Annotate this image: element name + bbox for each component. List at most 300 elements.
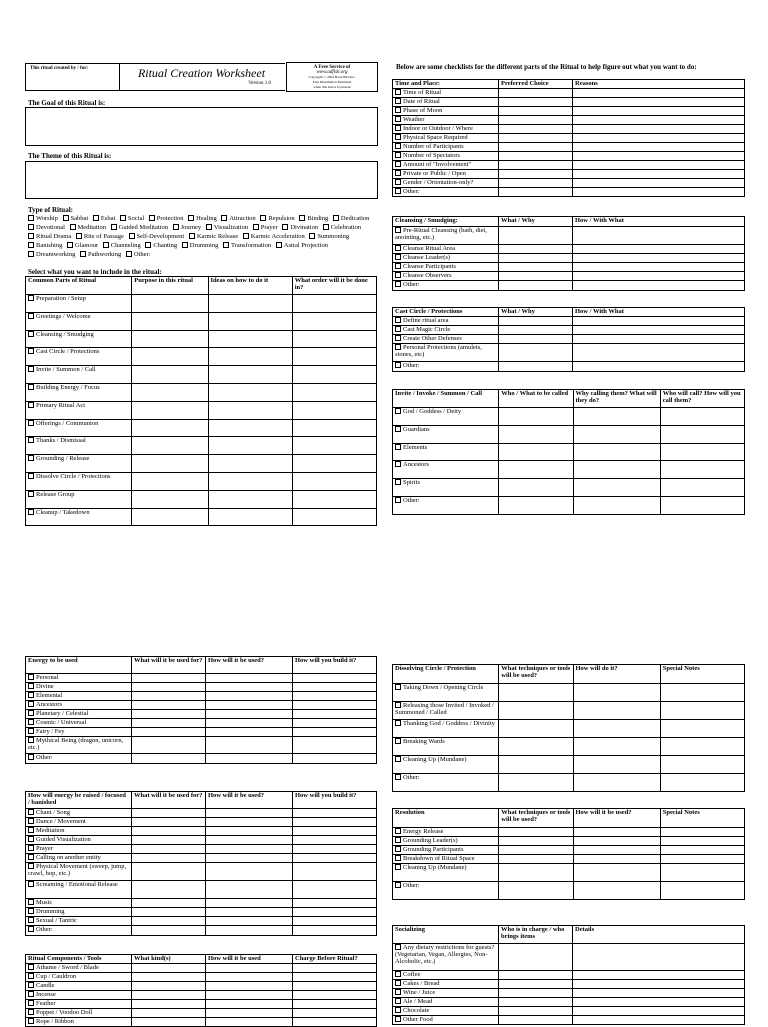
- entry-cell[interactable]: [132, 863, 206, 881]
- checkbox[interactable]: [395, 326, 401, 332]
- checkbox[interactable]: [28, 991, 34, 997]
- entry-cell[interactable]: [206, 991, 293, 1000]
- row-label-cell[interactable]: [393, 98, 499, 107]
- checkbox[interactable]: [395, 426, 401, 432]
- entry-cell[interactable]: [132, 728, 206, 737]
- entry-cell[interactable]: [293, 1018, 377, 1027]
- checkbox[interactable]: [28, 1018, 34, 1024]
- entry-cell[interactable]: [293, 982, 377, 991]
- type-option[interactable]: [221, 215, 255, 222]
- entry-cell[interactable]: [132, 991, 206, 1000]
- entry-cell[interactable]: [660, 408, 744, 426]
- row-label-cell[interactable]: [26, 917, 132, 926]
- entry-cell[interactable]: [573, 998, 745, 1007]
- entry-cell[interactable]: [573, 738, 660, 756]
- checkbox[interactable]: [395, 1007, 401, 1013]
- entry-cell[interactable]: [660, 425, 744, 443]
- entry-cell[interactable]: [293, 845, 377, 854]
- entry-cell[interactable]: [499, 496, 573, 514]
- checkbox[interactable]: [28, 683, 34, 689]
- row-label-cell[interactable]: [393, 245, 499, 254]
- row-label-cell[interactable]: [26, 437, 132, 455]
- checkbox[interactable]: [309, 233, 315, 239]
- row-label-cell[interactable]: [26, 991, 132, 1000]
- row-label-cell[interactable]: [26, 692, 132, 701]
- type-option[interactable]: [243, 233, 305, 240]
- checkbox[interactable]: [145, 242, 151, 248]
- checkbox[interactable]: [28, 737, 34, 743]
- entry-cell[interactable]: [132, 719, 206, 728]
- row-label-cell[interactable]: [26, 295, 132, 313]
- entry-cell[interactable]: [208, 455, 292, 473]
- row-label-cell[interactable]: [26, 508, 132, 526]
- entry-cell[interactable]: [293, 701, 377, 710]
- entry-cell[interactable]: [132, 809, 206, 818]
- entry-cell[interactable]: [293, 710, 377, 719]
- row-label-cell[interactable]: [393, 980, 499, 989]
- entry-cell[interactable]: [499, 756, 573, 774]
- checkbox[interactable]: [395, 855, 401, 861]
- checkbox[interactable]: [80, 251, 86, 257]
- row-label-cell[interactable]: [26, 754, 132, 764]
- entry-cell[interactable]: [132, 366, 208, 384]
- entry-cell[interactable]: [132, 818, 206, 827]
- entry-cell[interactable]: [499, 461, 573, 479]
- entry-cell[interactable]: [499, 882, 573, 900]
- entry-cell[interactable]: [293, 809, 377, 818]
- entry-cell[interactable]: [206, 719, 293, 728]
- row-label-cell[interactable]: [393, 882, 499, 900]
- entry-cell[interactable]: [132, 401, 208, 419]
- checkbox[interactable]: [188, 215, 194, 221]
- checkbox[interactable]: [28, 455, 34, 461]
- entry-cell[interactable]: [660, 461, 744, 479]
- row-label-cell[interactable]: [393, 479, 499, 497]
- entry-cell[interactable]: [293, 692, 377, 701]
- checkbox[interactable]: [28, 224, 34, 230]
- row-label-cell[interactable]: [393, 254, 499, 263]
- checkbox[interactable]: [395, 188, 401, 194]
- checkbox[interactable]: [395, 756, 401, 762]
- type-option[interactable]: [206, 224, 248, 231]
- checkbox[interactable]: [28, 899, 34, 905]
- checkbox[interactable]: [28, 845, 34, 851]
- entry-cell[interactable]: [293, 674, 377, 683]
- entry-cell[interactable]: [573, 882, 660, 900]
- entry-cell[interactable]: [573, 134, 745, 143]
- row-label-cell[interactable]: [393, 720, 499, 738]
- entry-cell[interactable]: [499, 254, 573, 263]
- entry-cell[interactable]: [660, 702, 744, 720]
- entry-cell[interactable]: [132, 692, 206, 701]
- entry-cell[interactable]: [573, 846, 660, 855]
- entry-cell[interactable]: [132, 827, 206, 836]
- type-option[interactable]: [299, 215, 328, 222]
- type-option[interactable]: [260, 215, 294, 222]
- entry-cell[interactable]: [499, 116, 573, 125]
- entry-cell[interactable]: [132, 982, 206, 991]
- row-label-cell[interactable]: [26, 1018, 132, 1027]
- checkbox[interactable]: [395, 335, 401, 341]
- entry-cell[interactable]: [499, 98, 573, 107]
- entry-cell[interactable]: [293, 881, 377, 899]
- row-label-cell[interactable]: [393, 317, 499, 326]
- goal-field[interactable]: [25, 107, 378, 146]
- checkbox[interactable]: [28, 917, 34, 923]
- entry-cell[interactable]: [292, 383, 376, 401]
- checkbox[interactable]: [149, 215, 155, 221]
- checkbox[interactable]: [395, 846, 401, 852]
- checkbox[interactable]: [28, 854, 34, 860]
- checkbox[interactable]: [395, 161, 401, 167]
- row-label-cell[interactable]: [26, 383, 132, 401]
- row-label-cell[interactable]: [26, 964, 132, 973]
- checkbox[interactable]: [103, 242, 109, 248]
- type-option[interactable]: [129, 233, 185, 240]
- entry-cell[interactable]: [208, 366, 292, 384]
- type-option[interactable]: [182, 242, 219, 249]
- entry-cell[interactable]: [208, 330, 292, 348]
- entry-cell[interactable]: [499, 1007, 573, 1016]
- checkbox[interactable]: [28, 491, 34, 497]
- checkbox[interactable]: [126, 251, 132, 257]
- checkbox[interactable]: [395, 152, 401, 158]
- checkbox[interactable]: [395, 864, 401, 870]
- entry-cell[interactable]: [660, 774, 744, 792]
- entry-cell[interactable]: [573, 828, 660, 837]
- entry-cell[interactable]: [132, 908, 206, 917]
- row-label-cell[interactable]: [26, 827, 132, 836]
- row-label-cell[interactable]: [393, 425, 499, 443]
- checkbox[interactable]: [395, 125, 401, 131]
- checkbox[interactable]: [395, 702, 401, 708]
- row-label-cell[interactable]: [26, 845, 132, 854]
- checkbox[interactable]: [395, 837, 401, 843]
- type-option[interactable]: [111, 224, 168, 231]
- row-label-cell[interactable]: [393, 134, 499, 143]
- entry-cell[interactable]: [499, 143, 573, 152]
- checkbox[interactable]: [395, 479, 401, 485]
- entry-cell[interactable]: [206, 1009, 293, 1018]
- row-label-cell[interactable]: [26, 908, 132, 917]
- entry-cell[interactable]: [573, 496, 660, 514]
- entry-cell[interactable]: [499, 170, 573, 179]
- entry-cell[interactable]: [293, 683, 377, 692]
- entry-cell[interactable]: [499, 864, 573, 882]
- entry-cell[interactable]: [499, 720, 573, 738]
- entry-cell[interactable]: [132, 683, 206, 692]
- entry-cell[interactable]: [499, 944, 573, 971]
- entry-cell[interactable]: [208, 490, 292, 508]
- entry-cell[interactable]: [208, 508, 292, 526]
- checkbox[interactable]: [395, 882, 401, 888]
- type-option[interactable]: [28, 215, 58, 222]
- type-option[interactable]: [282, 224, 318, 231]
- checkbox[interactable]: [28, 402, 34, 408]
- checkbox[interactable]: [395, 1016, 401, 1022]
- checkbox[interactable]: [395, 998, 401, 1004]
- entry-cell[interactable]: [132, 754, 206, 764]
- entry-cell[interactable]: [499, 161, 573, 170]
- entry-cell[interactable]: [573, 245, 745, 254]
- checkbox[interactable]: [28, 982, 34, 988]
- row-label-cell[interactable]: [393, 684, 499, 702]
- type-option[interactable]: [253, 224, 278, 231]
- entry-cell[interactable]: [499, 152, 573, 161]
- entry-cell[interactable]: [573, 317, 745, 326]
- checkbox[interactable]: [395, 944, 401, 950]
- row-label-cell[interactable]: [26, 330, 132, 348]
- entry-cell[interactable]: [573, 344, 745, 362]
- checkbox[interactable]: [28, 331, 34, 337]
- entry-cell[interactable]: [293, 728, 377, 737]
- entry-cell[interactable]: [573, 425, 660, 443]
- checkbox[interactable]: [395, 461, 401, 467]
- type-option[interactable]: [276, 242, 328, 249]
- entry-cell[interactable]: [573, 774, 660, 792]
- row-label-cell[interactable]: [393, 107, 499, 116]
- row-label-cell[interactable]: [393, 738, 499, 756]
- type-option[interactable]: [120, 215, 144, 222]
- entry-cell[interactable]: [292, 419, 376, 437]
- checkbox[interactable]: [299, 215, 305, 221]
- checkbox[interactable]: [395, 272, 401, 278]
- type-option[interactable]: [149, 215, 184, 222]
- row-label-cell[interactable]: [26, 982, 132, 991]
- checkbox[interactable]: [28, 701, 34, 707]
- entry-cell[interactable]: [499, 408, 573, 426]
- type-option[interactable]: [126, 251, 151, 258]
- checkbox[interactable]: [223, 242, 229, 248]
- entry-cell[interactable]: [293, 973, 377, 982]
- row-label-cell[interactable]: [393, 828, 499, 837]
- row-label-cell[interactable]: [26, 926, 132, 936]
- checkbox[interactable]: [63, 215, 69, 221]
- entry-cell[interactable]: [132, 330, 208, 348]
- row-label-cell[interactable]: [393, 281, 499, 291]
- checkbox[interactable]: [395, 116, 401, 122]
- checkbox[interactable]: [28, 836, 34, 842]
- entry-cell[interactable]: [499, 971, 573, 980]
- entry-cell[interactable]: [573, 116, 745, 125]
- entry-cell[interactable]: [293, 854, 377, 863]
- entry-cell[interactable]: [573, 143, 745, 152]
- entry-cell[interactable]: [499, 837, 573, 846]
- entry-cell[interactable]: [293, 991, 377, 1000]
- entry-cell[interactable]: [573, 1016, 745, 1025]
- entry-cell[interactable]: [206, 836, 293, 845]
- row-label-cell[interactable]: [26, 899, 132, 908]
- checkbox[interactable]: [221, 215, 227, 221]
- entry-cell[interactable]: [499, 272, 573, 281]
- entry-cell[interactable]: [499, 828, 573, 837]
- entry-cell[interactable]: [660, 443, 744, 461]
- row-label-cell[interactable]: [26, 366, 132, 384]
- row-label-cell[interactable]: [393, 179, 499, 188]
- entry-cell[interactable]: [660, 684, 744, 702]
- row-label-cell[interactable]: [393, 116, 499, 125]
- row-label-cell[interactable]: [393, 1007, 499, 1016]
- row-label-cell[interactable]: [26, 401, 132, 419]
- checkbox[interactable]: [28, 295, 34, 301]
- entry-cell[interactable]: [499, 344, 573, 362]
- entry-cell[interactable]: [132, 1018, 206, 1027]
- row-label-cell[interactable]: [26, 683, 132, 692]
- type-option[interactable]: [103, 242, 141, 249]
- entry-cell[interactable]: [499, 227, 573, 245]
- row-label-cell[interactable]: [393, 344, 499, 362]
- entry-cell[interactable]: [132, 1009, 206, 1018]
- type-option[interactable]: [145, 242, 177, 249]
- type-option[interactable]: [28, 233, 71, 240]
- type-option[interactable]: [333, 215, 370, 222]
- entry-cell[interactable]: [132, 383, 208, 401]
- entry-cell[interactable]: [206, 701, 293, 710]
- checkbox[interactable]: [67, 242, 73, 248]
- entry-cell[interactable]: [573, 89, 745, 98]
- row-label-cell[interactable]: [26, 312, 132, 330]
- entry-cell[interactable]: [660, 855, 744, 864]
- entry-cell[interactable]: [292, 348, 376, 366]
- checkbox[interactable]: [395, 408, 401, 414]
- entry-cell[interactable]: [208, 437, 292, 455]
- checkbox[interactable]: [28, 809, 34, 815]
- row-label-cell[interactable]: [26, 818, 132, 827]
- checkbox[interactable]: [28, 366, 34, 372]
- entry-cell[interactable]: [292, 508, 376, 526]
- checkbox[interactable]: [182, 242, 188, 248]
- row-label-cell[interactable]: [393, 944, 499, 971]
- checkbox[interactable]: [28, 973, 34, 979]
- entry-cell[interactable]: [499, 702, 573, 720]
- entry-cell[interactable]: [132, 472, 208, 490]
- checkbox[interactable]: [129, 233, 135, 239]
- type-option[interactable]: [76, 233, 124, 240]
- entry-cell[interactable]: [132, 926, 206, 936]
- entry-cell[interactable]: [206, 845, 293, 854]
- checkbox[interactable]: [395, 828, 401, 834]
- checkbox[interactable]: [395, 107, 401, 113]
- entry-cell[interactable]: [660, 720, 744, 738]
- row-label-cell[interactable]: [393, 496, 499, 514]
- checkbox[interactable]: [395, 134, 401, 140]
- checkbox[interactable]: [70, 224, 76, 230]
- entry-cell[interactable]: [660, 738, 744, 756]
- entry-cell[interactable]: [206, 1018, 293, 1027]
- entry-cell[interactable]: [206, 899, 293, 908]
- entry-cell[interactable]: [132, 312, 208, 330]
- row-label-cell[interactable]: [26, 472, 132, 490]
- checkbox[interactable]: [395, 245, 401, 251]
- entry-cell[interactable]: [573, 684, 660, 702]
- entry-cell[interactable]: [208, 348, 292, 366]
- entry-cell[interactable]: [206, 1000, 293, 1009]
- entry-cell[interactable]: [132, 419, 208, 437]
- entry-cell[interactable]: [573, 335, 745, 344]
- row-label-cell[interactable]: [26, 854, 132, 863]
- entry-cell[interactable]: [206, 973, 293, 982]
- entry-cell[interactable]: [206, 692, 293, 701]
- checkbox[interactable]: [28, 964, 34, 970]
- entry-cell[interactable]: [499, 326, 573, 335]
- row-label-cell[interactable]: [26, 455, 132, 473]
- entry-cell[interactable]: [573, 179, 745, 188]
- entry-cell[interactable]: [573, 989, 745, 998]
- row-label-cell[interactable]: [26, 674, 132, 683]
- entry-cell[interactable]: [573, 161, 745, 170]
- entry-cell[interactable]: [499, 738, 573, 756]
- type-option[interactable]: [28, 224, 65, 231]
- entry-cell[interactable]: [573, 326, 745, 335]
- entry-cell[interactable]: [206, 809, 293, 818]
- entry-cell[interactable]: [499, 317, 573, 326]
- entry-cell[interactable]: [132, 455, 208, 473]
- entry-cell[interactable]: [293, 908, 377, 917]
- row-label-cell[interactable]: [393, 362, 499, 372]
- checkbox[interactable]: [395, 497, 401, 503]
- entry-cell[interactable]: [499, 980, 573, 989]
- row-label-cell[interactable]: [26, 710, 132, 719]
- checkbox[interactable]: [395, 98, 401, 104]
- entry-cell[interactable]: [132, 964, 206, 973]
- row-label-cell[interactable]: [393, 756, 499, 774]
- entry-cell[interactable]: [573, 461, 660, 479]
- entry-cell[interactable]: [132, 737, 206, 754]
- type-option[interactable]: [63, 215, 89, 222]
- entry-cell[interactable]: [206, 674, 293, 683]
- checkbox[interactable]: [28, 1000, 34, 1006]
- entry-cell[interactable]: [660, 837, 744, 846]
- entry-cell[interactable]: [573, 1007, 745, 1016]
- entry-cell[interactable]: [132, 973, 206, 982]
- checkbox[interactable]: [111, 224, 117, 230]
- entry-cell[interactable]: [132, 710, 206, 719]
- entry-cell[interactable]: [132, 508, 208, 526]
- checkbox[interactable]: [28, 881, 34, 887]
- type-option[interactable]: [28, 251, 75, 258]
- checkbox[interactable]: [395, 281, 401, 287]
- entry-cell[interactable]: [206, 964, 293, 973]
- entry-cell[interactable]: [132, 917, 206, 926]
- type-option[interactable]: [188, 215, 217, 222]
- checkbox[interactable]: [395, 263, 401, 269]
- row-label-cell[interactable]: [26, 1009, 132, 1018]
- entry-cell[interactable]: [499, 684, 573, 702]
- row-label-cell[interactable]: [393, 152, 499, 161]
- checkbox[interactable]: [28, 420, 34, 426]
- checkbox[interactable]: [395, 89, 401, 95]
- entry-cell[interactable]: [132, 899, 206, 908]
- entry-cell[interactable]: [292, 490, 376, 508]
- entry-cell[interactable]: [499, 774, 573, 792]
- row-label-cell[interactable]: [393, 170, 499, 179]
- entry-cell[interactable]: [499, 107, 573, 116]
- checkbox[interactable]: [28, 710, 34, 716]
- row-label-cell[interactable]: [26, 719, 132, 728]
- entry-cell[interactable]: [206, 710, 293, 719]
- type-option[interactable]: [93, 215, 115, 222]
- entry-cell[interactable]: [292, 455, 376, 473]
- entry-cell[interactable]: [573, 362, 745, 372]
- type-option[interactable]: [309, 233, 349, 240]
- entry-cell[interactable]: [293, 926, 377, 936]
- checkbox[interactable]: [28, 827, 34, 833]
- entry-cell[interactable]: [660, 882, 744, 900]
- checkbox[interactable]: [93, 215, 99, 221]
- entry-cell[interactable]: [208, 401, 292, 419]
- row-label-cell[interactable]: [393, 272, 499, 281]
- entry-cell[interactable]: [499, 179, 573, 188]
